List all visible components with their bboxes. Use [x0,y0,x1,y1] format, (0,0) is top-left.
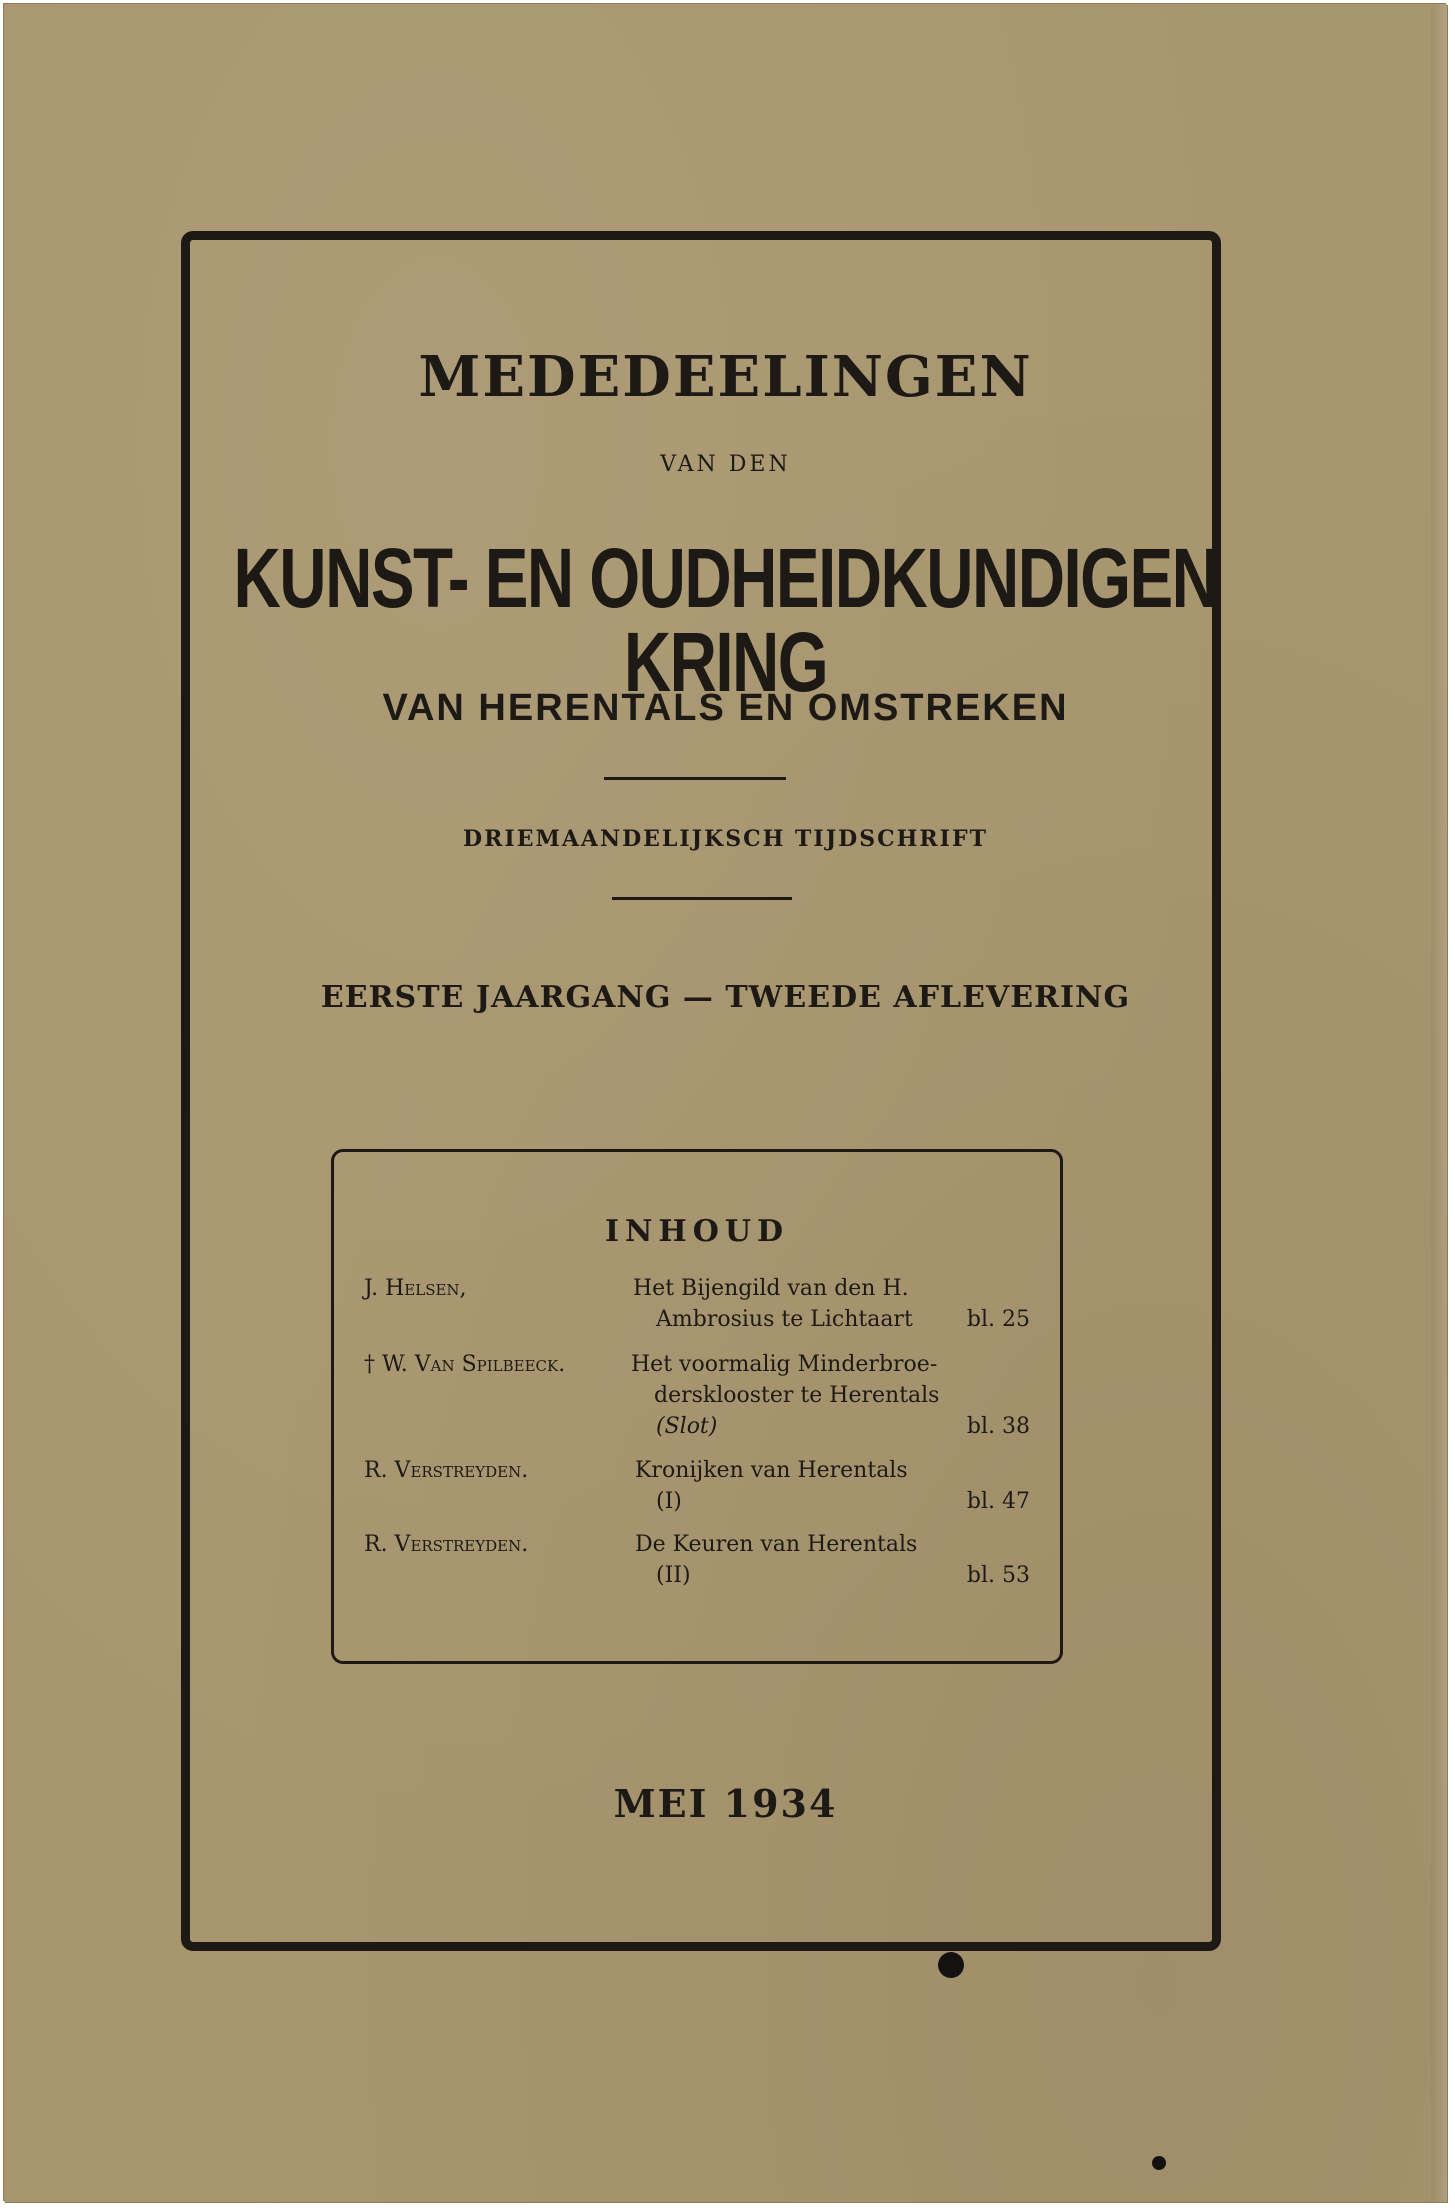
entry-title: Kronijken van Herentals [635,1458,908,1483]
ink-spot [1152,2156,1166,2170]
entry-title-continued: (II) [656,1563,691,1588]
entry-page: bl. 38 [966,1414,1030,1439]
entry-page: bl. 25 [966,1307,1030,1332]
entry-title: Het Bijengild van den H. [633,1276,909,1301]
society-name: KUNST- EN OUDHEIDKUNDIGEN KRING [233,531,1218,709]
entry-title: De Keuren van Herentals [635,1532,918,1557]
entry-page: bl. 47 [966,1489,1030,1514]
entry-title-continued: (I) [656,1489,682,1514]
divider-rule [604,777,786,780]
periodicity-label: DRIEMAANDELIJKSCH TIJDSCHRIFT [463,826,988,852]
page-edge [1431,4,1447,2202]
divider-rule [612,897,792,900]
ink-spot [938,1952,964,1978]
entry-author: † W. Van Spilbeeck. [364,1352,566,1377]
outer-frame [181,231,1221,1951]
entry-page: bl. 53 [966,1563,1030,1588]
entry-author: R. Verstreyden. [364,1532,529,1557]
entry-title-continued: dersklooster te Herentals [654,1383,940,1408]
series-title: MEDEDEELINGEN [418,344,1033,410]
connector-text: VAN DEN [660,452,791,477]
publication-date: MEI 1934 [613,1781,838,1826]
book-cover [4,4,1447,2202]
entry-title: Het voormalig Minderbroe- [631,1352,938,1377]
contents-heading: INHOUD [604,1214,790,1249]
region-subtitle: VAN HERENTALS EN OMSTREKEN [382,687,1069,729]
entry-author: J. Helsen, [364,1276,467,1301]
entry-title-continued: Ambrosius te Lichtaart [656,1307,913,1332]
entry-author: R. Verstreyden. [364,1458,529,1483]
contents-box [331,1149,1063,1664]
issue-label: EERSTE JAARGANG — TWEEDE AFLEVERING [320,980,1131,1015]
entry-title-continued: (Slot) [656,1414,718,1439]
